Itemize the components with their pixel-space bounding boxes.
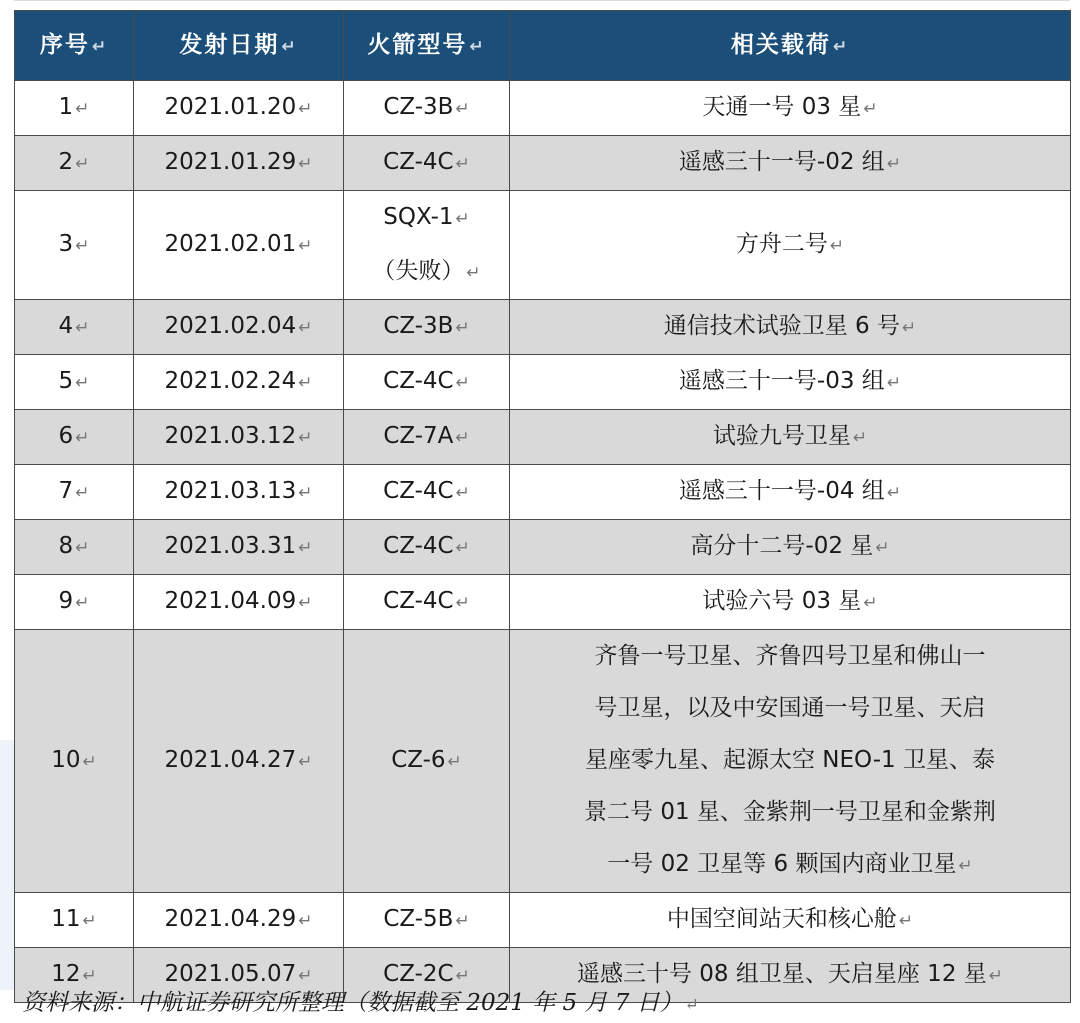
cell-rocket: CZ-5B ↵ (344, 893, 510, 948)
cell-date: 2021.04.27 ↵ (134, 630, 344, 893)
cell-rocket: CZ-4C ↵ (344, 465, 510, 520)
cell-payload: 试验六号 03 星 ↵ (510, 575, 1071, 630)
cell-number: 9 ↵ (15, 575, 134, 630)
cell-date: 2021.03.31 ↵ (134, 520, 344, 575)
cell-payload: 遥感三十一号-04 组 ↵ (510, 465, 1071, 520)
cell-rocket: CZ-4C ↵ (344, 520, 510, 575)
table-row (15, 300, 1071, 355)
source-note: 资料来源：中航证券研究所整理（数据截至 2021 年 5 月 7 日） ↵ (22, 990, 699, 1016)
return-mark-icon: ↵ (832, 36, 850, 57)
return-mark-icon: ↵ (91, 36, 109, 57)
table-header-row (15, 11, 1071, 81)
launch-table (14, 10, 1071, 1003)
table-row (15, 630, 1071, 893)
header-number: 序号 ↵ (15, 11, 134, 81)
table-row (15, 81, 1071, 136)
cell-number: 11 ↵ (15, 893, 134, 948)
return-mark-icon: ↵ (281, 36, 298, 57)
cell-number: 12 ↵ (15, 948, 134, 1003)
cell-number: 5 ↵ (15, 355, 134, 410)
table-row (15, 465, 1071, 520)
cell-rocket: CZ-4C ↵ (344, 355, 510, 410)
cell-payload: 方舟二号 ↵ (510, 191, 1071, 300)
cell-payload: 遥感三十一号-02 组 ↵ (510, 136, 1071, 191)
cell-rocket: CZ-3B ↵ (344, 81, 510, 136)
cell-payload: 通信技术试验卫星 6 号 ↵ (510, 300, 1071, 355)
cell-number: 2 ↵ (15, 136, 134, 191)
cell-rocket: SQX-1 ↵ （失败） ↵ (344, 191, 510, 300)
table-row (15, 575, 1071, 630)
cell-date: 2021.03.13 ↵ (134, 465, 344, 520)
cell-payload: 遥感三十号 08 组卫星、天启星座 12 星 ↵ (510, 948, 1071, 1003)
cell-date: 2021.02.24 ↵ (134, 355, 344, 410)
cell-date: 2021.05.07 ↵ (134, 948, 344, 1003)
cell-rocket: CZ-6 ↵ (344, 630, 510, 893)
cell-rocket: CZ-4C ↵ (344, 136, 510, 191)
cell-number: 10 ↵ (15, 630, 134, 893)
cell-payload: 试验九号卫星 ↵ (510, 410, 1071, 465)
header-launch-date: 发射日期 ↵ (134, 11, 344, 81)
table-row (15, 191, 1071, 300)
cell-rocket: CZ-2C ↵ (344, 948, 510, 1003)
cell-date: 2021.02.01 ↵ (134, 191, 344, 300)
cell-payload: 天通一号 03 星 ↵ (510, 81, 1071, 136)
cell-date: 2021.01.20 ↵ (134, 81, 344, 136)
cell-payload: 高分十二号-02 星 ↵ (510, 520, 1071, 575)
cell-date: 2021.01.29 ↵ (134, 136, 344, 191)
cell-number: 7 ↵ (15, 465, 134, 520)
cell-date: 2021.04.09 ↵ (134, 575, 344, 630)
table-row (15, 355, 1071, 410)
cell-date: 2021.04.29 ↵ (134, 893, 344, 948)
cell-date: 2021.02.04 ↵ (134, 300, 344, 355)
table-row (15, 136, 1071, 191)
cell-payload: 中国空间站天和核心舱 ↵ (510, 893, 1071, 948)
header-payload: 相关载荷 ↵ (510, 11, 1071, 81)
cell-number: 3 ↵ (15, 191, 134, 300)
table-row (15, 893, 1071, 948)
table-row (15, 520, 1071, 575)
cell-rocket: CZ-3B ↵ (344, 300, 510, 355)
failure-note: （失败） (372, 258, 465, 284)
cell-number: 6 ↵ (15, 410, 134, 465)
cell-date: 2021.03.12 ↵ (134, 410, 344, 465)
cell-number: 1 ↵ (15, 81, 134, 136)
cell-number: 8 ↵ (15, 520, 134, 575)
cell-payload: 遥感三十一号-03 组 ↵ (510, 355, 1071, 410)
cell-rocket: CZ-7A ↵ (344, 410, 510, 465)
cell-payload: 齐鲁一号卫星、齐鲁四号卫星和佛山一 号卫星，以及中安国通一号卫星、天启 星座零九星、起源太空 NEO-1 卫星、泰 景二号 01 星、金紫荆一号卫星和金紫荆 一号 02 卫星等 6 颗国内商业卫星 ↵ (510, 630, 1071, 893)
header-rocket-model: 火箭型号 ↵ (344, 11, 510, 81)
cell-number: 4 ↵ (15, 300, 134, 355)
table-row (15, 410, 1071, 465)
cell-rocket: CZ-4C ↵ (344, 575, 510, 630)
top-strip (14, 0, 1070, 9)
return-mark-icon: ↵ (469, 36, 486, 57)
